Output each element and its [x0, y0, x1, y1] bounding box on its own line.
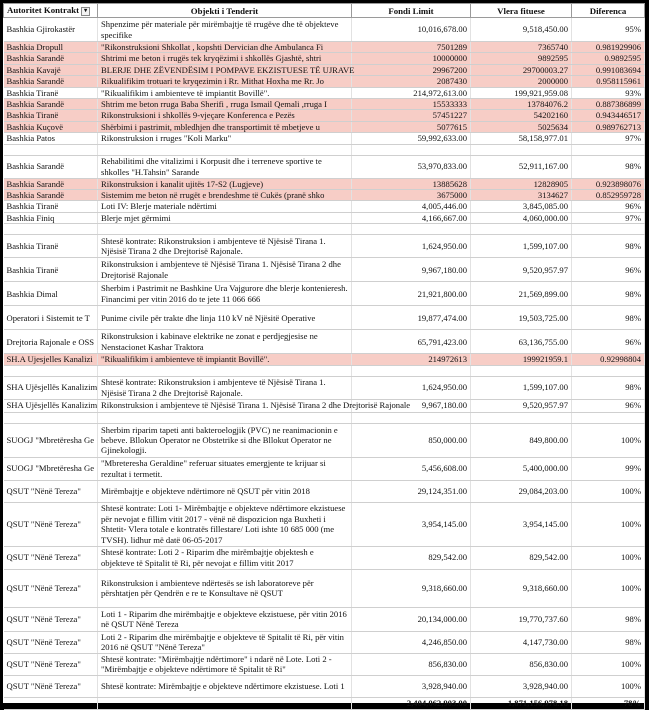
table-row [4, 99, 645, 110]
fund-limit-cell[interactable]: 856,830.00 [352, 653, 471, 675]
fund-limit-cell[interactable]: 10,016,678.00 [352, 18, 471, 42]
winning-value-cell[interactable]: 856,830.00 [471, 653, 572, 675]
object-cell[interactable] [98, 412, 352, 423]
fund-limit-cell[interactable]: 9,318,660.00 [352, 569, 471, 607]
spreadsheet-sheet [3, 3, 644, 708]
winning-value-cell[interactable]: 5,400,000.00 [471, 457, 572, 480]
winning-value-cell[interactable] [471, 144, 572, 155]
winning-value-cell[interactable]: 7365740 [471, 42, 572, 53]
fund-limit-cell[interactable]: 850,000.00 [352, 423, 471, 457]
object-cell[interactable] [98, 224, 352, 235]
difference-cell[interactable]: 100% [572, 423, 645, 457]
authority-cell[interactable]: Bashkia Tiranë [4, 201, 98, 212]
tender-table [3, 3, 645, 710]
object-cell[interactable]: Shtesë kontrate: Mirëmbajtje e objekteve ndërtimore ekzistuese. Loti 1 [98, 675, 352, 697]
fund-limit-cell[interactable]: 19,877,474.00 [352, 306, 471, 330]
fund-limit-cell[interactable]: 59,992,633.00 [352, 133, 471, 144]
column-header-object[interactable]: Objekti i Tenderit [98, 4, 352, 18]
difference-cell[interactable] [572, 144, 645, 155]
object-cell[interactable]: Rikualifikim trotuari te kryqezimin i Rr. Mithat Hoxha me Rr. Jo [98, 76, 352, 87]
table-row [4, 190, 645, 201]
winning-value-cell[interactable] [471, 412, 572, 423]
winning-value-cell[interactable]: 3,954,145.00 [471, 502, 572, 546]
table-row [4, 282, 645, 306]
fund-limit-cell[interactable]: 20,134,000.00 [352, 607, 471, 631]
object-cell[interactable]: "Mbreteresha Geraldine" referuar situates emergjente te krijuar si rezultat i termetit. [98, 457, 352, 480]
fund-limit-cell[interactable]: 7501289 [352, 42, 471, 53]
fund-limit-cell[interactable]: 3675000 [352, 190, 471, 201]
authority-cell[interactable] [4, 365, 98, 376]
winning-value-cell[interactable] [471, 224, 572, 235]
winning-value-cell[interactable]: 3134627 [471, 190, 572, 201]
total-fund-cell[interactable]: 2,404,062,903.00 [352, 697, 471, 709]
difference-cell[interactable]: 100% [572, 569, 645, 607]
difference-cell[interactable]: 98% [572, 282, 645, 306]
table-row [4, 42, 645, 53]
difference-cell[interactable]: 0.852959728 [572, 190, 645, 201]
winning-value-cell[interactable]: 58,158,977.01 [471, 133, 572, 144]
winning-value-cell[interactable]: 21,569,899.00 [471, 282, 572, 306]
difference-cell[interactable]: 95% [572, 18, 645, 42]
authority-cell[interactable]: SHA Ujësjellës Kanalizim [4, 376, 98, 399]
difference-cell[interactable]: 100% [572, 546, 645, 569]
table-row [4, 365, 645, 376]
table-row [4, 607, 645, 631]
table-row [4, 502, 645, 546]
difference-cell[interactable]: 96% [572, 399, 645, 412]
object-cell[interactable]: Shpenzime për materiale për mirëmbajtje të rrugëve dhe të objekteve specifike [98, 18, 352, 42]
authority-cell[interactable] [4, 224, 98, 235]
object-cell[interactable]: Blerje mjet gërmimi [98, 212, 352, 223]
authority-cell[interactable]: Bashkia Sarandë [4, 76, 98, 87]
authority-cell[interactable]: Bashkia Sarandë [4, 155, 98, 178]
authority-cell[interactable]: Operatori i Sistemit te T [4, 306, 98, 330]
table-row [4, 330, 645, 354]
difference-cell[interactable]: 96% [572, 201, 645, 212]
table-row [4, 18, 645, 42]
difference-cell[interactable]: 0.887386899 [572, 99, 645, 110]
fund-limit-cell[interactable]: 29967200 [352, 64, 471, 75]
authority-cell[interactable]: QSUT "Nënë Tereza" [4, 546, 98, 569]
object-cell[interactable]: Sherbim riparim tapeti anti bakteroelogjik (PVC) ne reanimacionin e bebeve. Bllokun Operator ne Obstetrike si dhe Bllokut Operator ne Gjinekologji. [98, 423, 352, 457]
total-row [4, 697, 645, 709]
object-cell[interactable]: BLERJE DHE ZËVENDËSIM I POMPAVE EKZISTUESE TË UJRAVE [98, 64, 352, 75]
difference-cell[interactable]: 100% [572, 653, 645, 675]
object-cell[interactable] [98, 365, 352, 376]
total-label-cell[interactable] [4, 697, 98, 709]
difference-cell[interactable]: 0.958115961 [572, 76, 645, 87]
table-row [4, 53, 645, 64]
fund-limit-cell[interactable]: 13885628 [352, 178, 471, 189]
difference-cell[interactable] [572, 224, 645, 235]
authority-cell[interactable]: Bashkia Dropull [4, 42, 98, 53]
difference-cell[interactable]: 100% [572, 675, 645, 697]
difference-cell[interactable]: 96% [572, 330, 645, 354]
fund-limit-cell[interactable]: 1,624,950.00 [352, 235, 471, 258]
authority-cell[interactable]: Bashkia Sarandë [4, 99, 98, 110]
table-row [4, 64, 645, 75]
object-cell[interactable]: Rikonstruksion i ambjenteve të Njësisë Tirana 1. Njësisë Tirana 2 dhe Drejtorisë Rajonale [98, 258, 352, 282]
authority-cell[interactable]: Bashkia Kavajë [4, 64, 98, 75]
object-cell[interactable]: Sherbim i Pastrimit ne Bashkine Ura Vajgurore dhe blerje kontenieresh. Financimi per vitin 2016 do te jete 11 066 666 [98, 282, 352, 306]
winning-value-cell[interactable]: 9,318,660.00 [471, 569, 572, 607]
winning-value-cell[interactable]: 9,520,957.97 [471, 258, 572, 282]
authority-cell[interactable]: SUOGJ "Mbretëresha Ge [4, 457, 98, 480]
authority-cell[interactable]: QSUT "Nënë Tereza" [4, 675, 98, 697]
difference-cell[interactable]: 0.991083694 [572, 64, 645, 75]
winning-value-cell[interactable]: 199921959.1 [471, 354, 572, 365]
fund-limit-cell[interactable]: 4,166,667.00 [352, 212, 471, 223]
winning-value-cell[interactable]: 19,770,737.60 [471, 607, 572, 631]
table-row [4, 675, 645, 697]
table-row [4, 155, 645, 178]
fund-limit-cell[interactable]: 4,246,850.00 [352, 631, 471, 653]
authority-cell[interactable]: Bashkia Finiq [4, 212, 98, 223]
winning-value-cell[interactable]: 52,911,167.00 [471, 155, 572, 178]
authority-cell[interactable]: Bashkia Tiranë [4, 110, 98, 121]
object-cell[interactable]: Rehabilitimi dhe vitalizimi i Korpusit dhe i terreneve sportive te shkolles "H.Tahsin" Sarande [98, 155, 352, 178]
table-row [4, 546, 645, 569]
fund-limit-cell[interactable]: 65,791,423.00 [352, 330, 471, 354]
table-row [4, 201, 645, 212]
fund-limit-cell[interactable]: 3,928,940.00 [352, 675, 471, 697]
fund-limit-cell[interactable]: 10000000 [352, 53, 471, 64]
difference-cell[interactable]: 97% [572, 212, 645, 223]
authority-cell[interactable]: Bashkia Tiranë [4, 87, 98, 98]
fund-limit-cell[interactable]: 9,967,180.00 [352, 258, 471, 282]
difference-cell[interactable]: 100% [572, 480, 645, 502]
winning-value-cell[interactable]: 29,084,203.00 [471, 480, 572, 502]
authority-cell[interactable]: QSUT "Nënë Tereza" [4, 480, 98, 502]
authority-cell[interactable]: SUOGJ "Mbretëresha Ge [4, 423, 98, 457]
table-row [4, 376, 645, 399]
total-winning-cell[interactable]: 1,871,156,978.18 [471, 697, 572, 709]
fund-limit-cell[interactable]: 829,542.00 [352, 546, 471, 569]
table-row [4, 480, 645, 502]
table-row [4, 178, 645, 189]
header-row [4, 4, 645, 18]
table-row [4, 412, 645, 423]
difference-cell[interactable] [572, 412, 645, 423]
authority-cell[interactable] [4, 144, 98, 155]
authority-header-label: Autoritet Kontrakt [7, 5, 80, 16]
winning-value-cell[interactable]: 63,136,755.00 [471, 330, 572, 354]
object-cell[interactable]: Punime civile për trakte dhe linja 110 kV në Njësitë Operative [98, 306, 352, 330]
winning-value-cell[interactable]: 1,599,107.00 [471, 376, 572, 399]
table-row [4, 569, 645, 607]
object-cell[interactable]: Shtrim me beton rruga Baba Sherifi , rruga Ismail Qemali ,rruga I [98, 99, 352, 110]
object-cell[interactable] [98, 144, 352, 155]
table-row [4, 258, 645, 282]
object-cell[interactable]: Shtesë kontrate: Loti 2 - Riparim dhe mirëmbajtje objektesh e objekteve të Spitalit të Ri, për nevojat e fillim vitit 2017 [98, 546, 352, 569]
fund-limit-cell[interactable] [352, 365, 471, 376]
object-cell[interactable]: Shtesë kontrate: Loti 1- Mirëmbajtje e objekteve ndërtimore ekzistuese për nevojat e fillim vitit 2017 - vënë në dispozicion nga Buxheti i Shtetit- Vlera totale e kontratës fillestare/ Loti ishte 10 685 000 (me TVSH). lidhur më datë 06-05-2017 [98, 502, 352, 546]
table-row [4, 457, 645, 480]
object-cell[interactable]: Loti IV: Blerje materiale ndërtimi [98, 201, 352, 212]
winning-value-cell[interactable]: 199,921,959.08 [471, 87, 572, 98]
authority-cell[interactable]: SHA Ujësjellës Kanalizim [4, 399, 98, 412]
object-cell[interactable]: Loti 1 - Riparim dhe mirëmbajtje e objekteve ekzistuese, për vitin 2016 në QSUT Nënë Tereza [98, 607, 352, 631]
table-row [4, 87, 645, 98]
winning-value-cell[interactable]: 849,800.00 [471, 423, 572, 457]
winning-value-cell[interactable]: 829,542.00 [471, 546, 572, 569]
dropdown-arrow-icon[interactable]: ▾ [81, 7, 90, 16]
fund-limit-cell[interactable] [352, 412, 471, 423]
difference-cell[interactable]: 98% [572, 235, 645, 258]
fund-limit-cell[interactable]: 5,456,608.00 [352, 457, 471, 480]
table-body [4, 18, 645, 710]
authority-cell[interactable]: Bashkia Tiranë [4, 258, 98, 282]
column-header-winning[interactable]: Vlera fituese [471, 4, 572, 18]
winning-value-cell[interactable]: 1,599,107.00 [471, 235, 572, 258]
fund-limit-cell[interactable]: 3,954,145.00 [352, 502, 471, 546]
object-cell[interactable]: Loti 2 - Riparim dhe mirëmbajtje e objekteve të Spitalit të Ri, për vitin 2016 në QSUT "Nënë Tereza" [98, 631, 352, 653]
winning-value-cell[interactable]: 9,518,450.00 [471, 18, 572, 42]
authority-cell[interactable]: Bashkia Sarandë [4, 53, 98, 64]
authority-cell[interactable]: QSUT "Nënë Tereza" [4, 569, 98, 607]
difference-cell[interactable]: 98% [572, 155, 645, 178]
winning-value-cell[interactable]: 19,503,725.00 [471, 306, 572, 330]
fund-limit-cell[interactable] [352, 224, 471, 235]
fund-limit-cell[interactable]: 15533333 [352, 99, 471, 110]
table-row [4, 144, 645, 155]
fund-limit-cell[interactable]: 5077615 [352, 121, 471, 132]
fund-limit-cell[interactable] [352, 144, 471, 155]
fund-limit-cell[interactable]: 214,972,613.00 [352, 87, 471, 98]
object-cell[interactable]: Rikonstruksion i kanalit ujitës 17-S2 (Lugjeve) [98, 178, 352, 189]
object-cell[interactable]: Rikonstruksion i ambienteve ndërtesës se ish laboratoreve për përshtatjen për Qendrën e re te Konsultave në QSUT [98, 569, 352, 607]
authority-cell[interactable]: Bashkia Dimal [4, 282, 98, 306]
fund-limit-cell[interactable]: 29,124,351.00 [352, 480, 471, 502]
table-row [4, 212, 645, 223]
table-row [4, 653, 645, 675]
winning-value-cell[interactable]: 5025634 [471, 121, 572, 132]
object-cell[interactable]: "Rikualifikim i ambienteve të impiantit Bovillë". [98, 354, 352, 365]
object-cell[interactable]: Shtrimi me beton i rrugës tek kryqëzimi i shkollës Gjashtë, shtri [98, 53, 352, 64]
winning-value-cell[interactable]: 3,928,940.00 [471, 675, 572, 697]
winning-value-cell[interactable]: 4,060,000.00 [471, 212, 572, 223]
authority-cell[interactable]: Bashkia Sarandë [4, 178, 98, 189]
authority-cell[interactable]: Bashkia Tiranë [4, 235, 98, 258]
difference-cell[interactable]: 97% [572, 133, 645, 144]
fund-limit-cell[interactable]: 9,967,180.00 [352, 399, 471, 412]
table-row [4, 133, 645, 144]
table-row [4, 399, 645, 412]
object-cell[interactable]: Rikonstruksion i ambjenteve të Njësisë Tirana 1. Njësisë Tirana 2 dhe Drejtorisë Rajonale [98, 399, 352, 412]
winning-value-cell[interactable]: 12828905 [471, 178, 572, 189]
object-cell[interactable]: Mirëmbajtje e objekteve ndërtimore në QSUT për vitin 2018 [98, 480, 352, 502]
column-header-authority[interactable] [4, 4, 98, 18]
fund-limit-cell[interactable]: 1,624,950.00 [352, 376, 471, 399]
difference-cell[interactable]: 0.923898076 [572, 178, 645, 189]
object-cell[interactable]: "Rikualifikim i ambienteve të impiantit Bovillë". [98, 87, 352, 98]
object-cell[interactable]: Rikonstruksion i kabinave elektrike ne zonat e perdjegjesise ne Nenstacionet Kashar Traktora [98, 330, 352, 354]
object-cell[interactable]: Shtesë kontrate: Rikonstruksion i ambjenteve të Njësisë Tirana 1. Njësisë Tirana 2 dhe Drejtorisë Rajonale. [98, 235, 352, 258]
authority-cell[interactable]: SH.A Ujesjelles Kanalizi [4, 354, 98, 365]
difference-cell[interactable]: 98% [572, 631, 645, 653]
fund-limit-cell[interactable]: 21,921,800.00 [352, 282, 471, 306]
winning-value-cell[interactable]: 13784076.2 [471, 99, 572, 110]
difference-cell[interactable]: 98% [572, 607, 645, 631]
total-spacer-cell[interactable] [98, 697, 352, 709]
winning-value-cell[interactable]: 9,520,957.97 [471, 399, 572, 412]
authority-cell[interactable]: Bashkia Patos [4, 133, 98, 144]
winning-value-cell[interactable]: 4,147,730.00 [471, 631, 572, 653]
authority-cell[interactable]: QSUT "Nënë Tereza" [4, 607, 98, 631]
object-cell[interactable]: Rikonstruksioni i shkollës 9-vjeçare Konferenca e Pezës [98, 110, 352, 121]
table-row [4, 76, 645, 87]
winning-value-cell[interactable]: 9892595 [471, 53, 572, 64]
difference-cell[interactable]: 98% [572, 376, 645, 399]
authority-cell[interactable] [4, 412, 98, 423]
authority-cell[interactable]: QSUT "Nënë Tereza" [4, 502, 98, 546]
authority-cell[interactable]: QSUT "Nënë Tereza" [4, 631, 98, 653]
winning-value-cell[interactable]: 29700003.27 [471, 64, 572, 75]
object-cell[interactable]: Shtesë kontrate: Rikonstruksion i ambjenteve të Njësisë Tirana 1. Njësisë Tirana 2 dhe Drejtorisë Rajonale. [98, 376, 352, 399]
fund-limit-cell[interactable]: 53,970,833.00 [352, 155, 471, 178]
difference-cell[interactable] [572, 365, 645, 376]
object-cell[interactable]: Shtesë kontrate: "Mirëmbajtje ndërtimore" i ndarë në Lote. Loti 2 - "Mirëmbajtje e objekteve ndërtimore të Spitalit të Ri" [98, 653, 352, 675]
table-row [4, 224, 645, 235]
table-row [4, 423, 645, 457]
difference-cell[interactable]: 0.92998804 [572, 354, 645, 365]
total-diff-cell[interactable]: 78% [572, 697, 645, 709]
difference-cell[interactable]: 0.989762713 [572, 121, 645, 132]
table-row [4, 235, 645, 258]
object-cell[interactable]: Sistemim me beton në rrugët e brendeshme të Cukës (pranë shko [98, 190, 352, 201]
authority-cell[interactable]: Bashkia Kuçovë [4, 121, 98, 132]
difference-cell[interactable]: 0.981929906 [572, 42, 645, 53]
table-row [4, 121, 645, 132]
winning-value-cell[interactable] [471, 365, 572, 376]
table-row [4, 354, 645, 365]
fund-limit-cell[interactable]: 4,005,446.00 [352, 201, 471, 212]
winning-value-cell[interactable]: 2000000 [471, 76, 572, 87]
table-row [4, 306, 645, 330]
fund-limit-cell[interactable]: 214972613 [352, 354, 471, 365]
difference-cell[interactable]: 100% [572, 502, 645, 546]
fund-limit-cell[interactable]: 57451227 [352, 110, 471, 121]
difference-cell[interactable]: 96% [572, 258, 645, 282]
winning-value-cell[interactable]: 54202160 [471, 110, 572, 121]
authority-cell[interactable]: Bashkia Gjirokastër [4, 18, 98, 42]
object-cell[interactable]: Shërbimi i pastrimit, mbledhjen dhe transportimit të mbetjeve u [98, 121, 352, 132]
winning-value-cell[interactable]: 3,845,085.00 [471, 201, 572, 212]
difference-cell[interactable]: 99% [572, 457, 645, 480]
difference-cell[interactable]: 98% [572, 306, 645, 330]
table-row [4, 631, 645, 653]
table-row [4, 110, 645, 121]
column-header-fund[interactable]: Fondi Limit [352, 4, 471, 18]
authority-cell[interactable]: QSUT "Nënë Tereza" [4, 653, 98, 675]
object-cell[interactable]: Rikonstruksion i rruges "Koli Marku" [98, 133, 352, 144]
difference-cell[interactable]: 0.9892595 [572, 53, 645, 64]
authority-cell[interactable]: Drejtoria Rajonale e OSS [4, 330, 98, 354]
difference-cell[interactable]: 93% [572, 87, 645, 98]
object-cell[interactable]: "Rikonstruksioni Shkollat , kopshti Dervician dhe Ambulanca Fi [98, 42, 352, 53]
column-header-diff[interactable]: Diferenca [572, 4, 645, 18]
fund-limit-cell[interactable]: 2087430 [352, 76, 471, 87]
difference-cell[interactable]: 0.943446517 [572, 110, 645, 121]
authority-cell[interactable]: Bashkia Sarandë [4, 190, 98, 201]
